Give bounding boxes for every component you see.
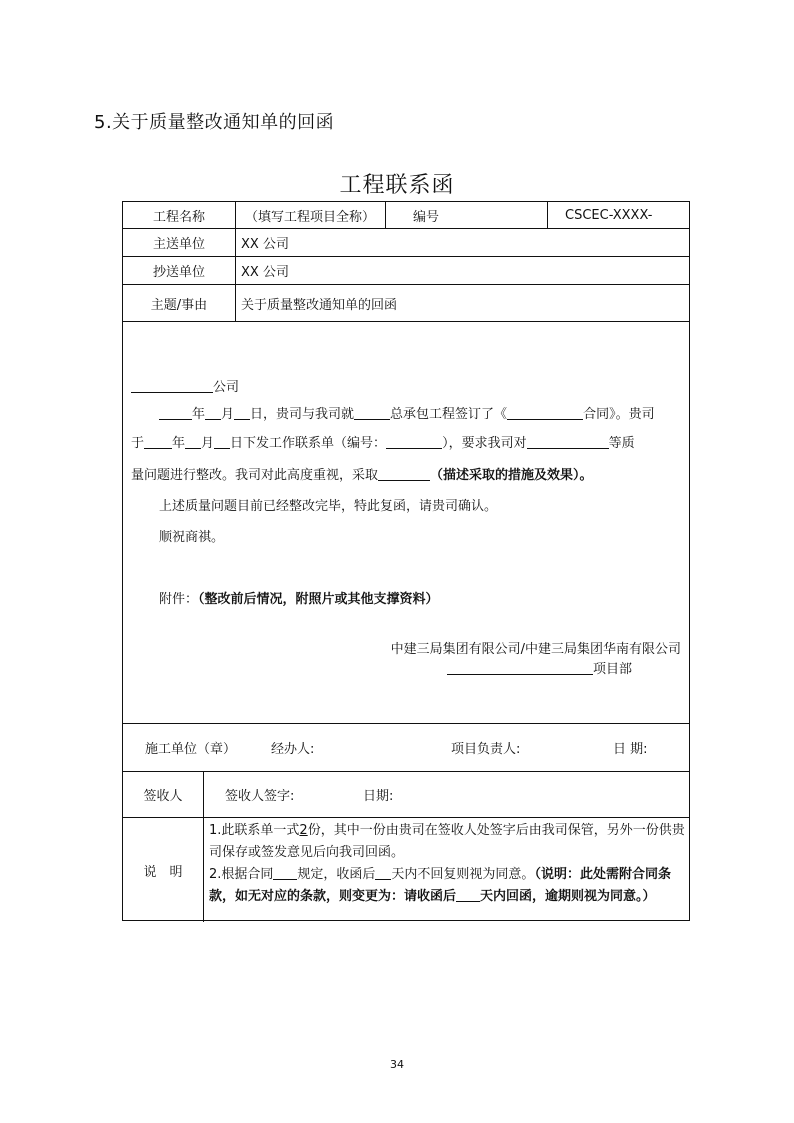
letter-body: [123, 322, 689, 724]
project-name-row: [123, 202, 689, 229]
receipt-row: [123, 772, 689, 818]
receipt-signature-label: 签收人签字:: [225, 789, 295, 804]
paragraph-1: 年 月 日，贵司与我司就 总承包工程签订了《 合同》。贵司: [159, 403, 655, 422]
cc-row: [123, 257, 689, 285]
handler-label: 经办人:: [271, 742, 315, 757]
receipt-date-label: 日期:: [363, 789, 394, 804]
paragraph-3: 量问题进行整改。我司对此高度重视，采取 （描述采取的措施及效果）。: [131, 468, 593, 483]
cc-label: 抄送单位: [152, 265, 205, 280]
attachment-line: 附件：（整改前后情况，附照片或其他支撑资料）: [159, 592, 439, 607]
note-2: 2.根据合同 规定，收函后 天内不回复则视为同意。（说明：此处需附合同条款，如无对应的条款，则变更为：请收函后 天内回函，逾期则视为同意。）: [209, 867, 671, 904]
construction-unit-label: 施工单位（章）: [145, 742, 237, 757]
number-value: CSCEC-XXXX-: [565, 207, 653, 223]
receipt-label: 签收人: [143, 789, 183, 804]
number-label: 编号: [413, 209, 440, 225]
subject-row: [123, 285, 689, 322]
contact-letter-form: [122, 201, 690, 921]
main-recipient-value: XX 公司: [241, 237, 289, 252]
subject-label: 主题/事由: [150, 297, 208, 313]
main-recipient-label: 主送单位: [152, 237, 205, 252]
document-title: 工程联系函: [339, 173, 455, 198]
page-number: 34: [390, 1058, 404, 1071]
project-name-value: （填写工程项目全称）: [244, 209, 375, 225]
project-name-label: 工程名称: [152, 209, 205, 225]
date-label: 日 期:: [613, 742, 648, 757]
project-leader-label: 项目负责人:: [451, 742, 521, 757]
construction-unit-row: [123, 724, 689, 772]
subject-value: 关于质量整改通知单的回函: [241, 297, 398, 313]
paragraph-2: 于 年 月 日下发工作联系单（编号： ），要求我司对 等质: [131, 436, 635, 451]
paragraph-4: 上述质量问题目前已经整改完毕，特此复函，请贵司确认。: [159, 499, 498, 514]
signature-department: 项目部: [447, 658, 632, 677]
note-1: 1.此联系单一式2份，其中一份由贵司在签收人处签字后由我司保管，另外一份供贵司保存或签发意见后向我司回函。: [209, 823, 685, 860]
closing-greeting: 顺祝商祺。: [159, 530, 225, 545]
signature-company: 中建三局集团有限公司/中建三局集团华南有限公司: [390, 642, 681, 657]
notes-text: [209, 820, 687, 908]
main-recipient-row: [123, 229, 689, 257]
cc-value: XX 公司: [241, 265, 289, 280]
notes-label: 说 明: [143, 864, 183, 880]
notes-row: [123, 818, 689, 922]
addressee-line: 公司: [131, 376, 239, 395]
section-heading: 5.关于质量整改通知单的回函: [94, 112, 335, 133]
